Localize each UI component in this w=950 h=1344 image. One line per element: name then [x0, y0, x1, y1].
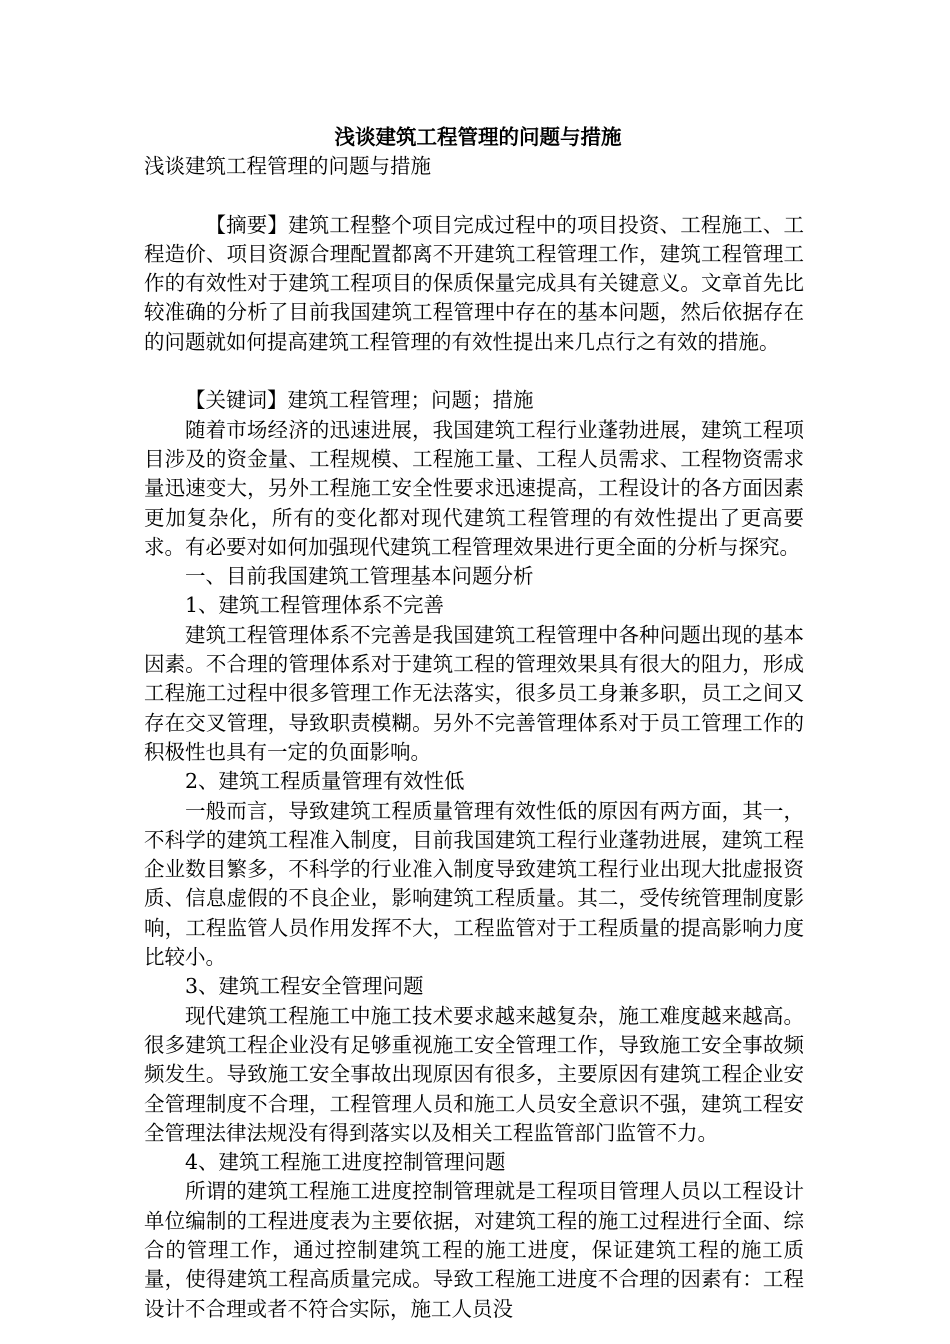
subsection-heading-2: 2、建筑工程质量管理有效性低 — [185, 769, 465, 794]
blank-line — [144, 357, 804, 386]
document-subtitle: 浅谈建筑工程管理的问题与措施 — [144, 154, 431, 178]
document-page — [144, 123, 804, 1324]
intro-paragraph: 随着市场经济的迅速进展，我国建筑工程行业蓬勃进展，建筑工程项目涉及的资金量、工程规模、工程施工量、工程人员需求、工程物资需求量迅速变大，另外工程施工安全性要求迅速提高，工程设计的各方面因素更加复杂化，所有的变化都对现代建筑工程管理的有效性提出了更高要求。有必要对如何加强现代建筑工程管理效果进行更全面的分析与探究。 — [144, 417, 804, 559]
subsection-heading-1: 1、建筑工程管理体系不完善 — [185, 593, 445, 618]
subsection-heading-4: 4、建筑工程施工进度控制管理问题 — [185, 1150, 506, 1175]
subsection-body-1: 建筑工程管理体系不完善是我国建筑工程管理中各种问题出现的基本因素。不合理的管理体系对于建筑工程的管理效果具有很大的阻力，形成工程施工过程中很多管理工作无法落实，很多员工身兼多职，员工之间又存在交叉管理，导致职责模糊。另外不完善管理体系对于员工管理工作的积极性也具有一定的负面影响。 — [144, 622, 804, 764]
subsection-body-3: 现代建筑工程施工中施工技术要求越来越复杂，施工难度越来越高。很多建筑工程企业没有足够重视施工安全管理工作，导致施工安全事故频频发生。导致施工安全事故出现原因有很多，主要原因有建筑工程企业安全管理制度不合理，工程管理人员和施工人员安全意识不强，建筑工程安全管理法律法规没有得到落实以及相关工程监管部门监管不力。 — [144, 1003, 804, 1145]
section-heading: 一、目前我国建筑工管理基本问题分析 — [185, 564, 534, 589]
subsection-heading-3: 3、建筑工程安全管理问题 — [185, 974, 424, 999]
document-title: 浅谈建筑工程管理的问题与措施 — [334, 125, 622, 149]
blank-line — [144, 181, 804, 210]
abstract-paragraph: 【摘要】建筑工程整个项目完成过程中的项目投资、工程施工、工程造价、项目资源合理配置都离不开建筑工程管理工作，建筑工程管理工作的有效性对于建筑工程项目的保质保量完成具有关键意义。文章首先比较准确的分析了目前我国建筑工程管理中存在的基本问题，然后依据存在的问题就如何提高建筑工程管理的有效性提出来几点行之有效的措施。 — [144, 212, 804, 354]
subsection-body-2: 一般而言，导致建筑工程质量管理有效性低的原因有两方面，其一，不科学的建筑工程准入制度，目前我国建筑工程行业蓬勃进展，建筑工程企业数目繁多，不科学的行业准入制度导致建筑工程行业出现大批虚报资质、信息虚假的不良企业，影响建筑工程质量。其二，受传统管理制度影响，工程监管人员作用发挥不大，工程监管对于工程质量的提高影响力度比较小。 — [144, 798, 804, 970]
keywords-line: 【关键词】建筑工程管理；问题；措施 — [185, 388, 534, 413]
subsection-body-4: 所谓的建筑工程施工进度控制管理就是工程项目管理人员以工程设计单位编制的工程进度表为主要依据，对建筑工程的施工过程进行全面、综合的管理工作，通过控制建筑工程的施工进度，保证建筑工程的施工质量，使得建筑工程高质量完成。导致工程施工进度不合理的因素有：工程设计不合理或者不符合实际，施工人员没 — [144, 1179, 804, 1321]
